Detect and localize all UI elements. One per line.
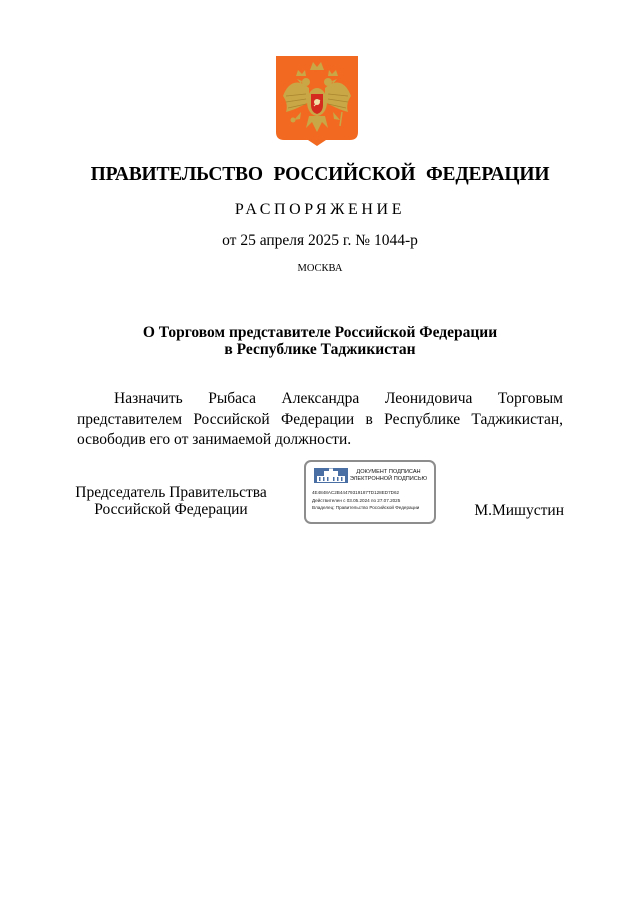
signer-title-line-2: Российской Федерации (94, 501, 248, 518)
document-type: РАСПОРЯЖЕНИЕ (234, 201, 406, 218)
stamp-heading (346, 469, 431, 483)
stamp-certificate: 4E4848AC2B44479319187TD128ED7D62 (312, 490, 400, 495)
stamp-heading-line-1: ДОКУМЕНТ ПОДПИСАН (356, 469, 421, 475)
document-date-number: от 25 апреля 2025 г. № 1044-р (222, 232, 418, 249)
signer-title (73, 484, 269, 518)
government-title: ПРАВИТЕЛЬСТВО РОССИЙСКОЙ ФЕДЕРАЦИИ (90, 164, 550, 185)
stamp-validity: Действителен с 03.05.2024 по 27.07.2025 (312, 498, 401, 503)
document-city: МОСКВА (297, 263, 343, 274)
signer-title-line-1: Председатель Правительства (75, 484, 267, 501)
e-signature-stamp (304, 460, 436, 524)
body-paragraph: Назначить Рыбаса Александра Леонидовича Торговым представителем Российской Федерации в Республике Таджикистан, освободив его от занимаемой должности. (77, 390, 563, 448)
stamp-heading-line-2: ЭЛЕКТРОННОЙ ПОДПИСЬЮ (349, 476, 428, 483)
government-building-icon (314, 468, 348, 483)
subject-line-1: О Торговом представителе Российской Федерации (142, 324, 498, 341)
stamp-owner: Владелец: Правительство Российской Федерации (312, 505, 420, 510)
subject-line-2: в Республике Таджикистан (224, 341, 416, 358)
document-subject (0, 324, 640, 358)
russian-coat-of-arms-icon (276, 56, 358, 146)
signer-name: М.Мишустин (474, 502, 564, 519)
